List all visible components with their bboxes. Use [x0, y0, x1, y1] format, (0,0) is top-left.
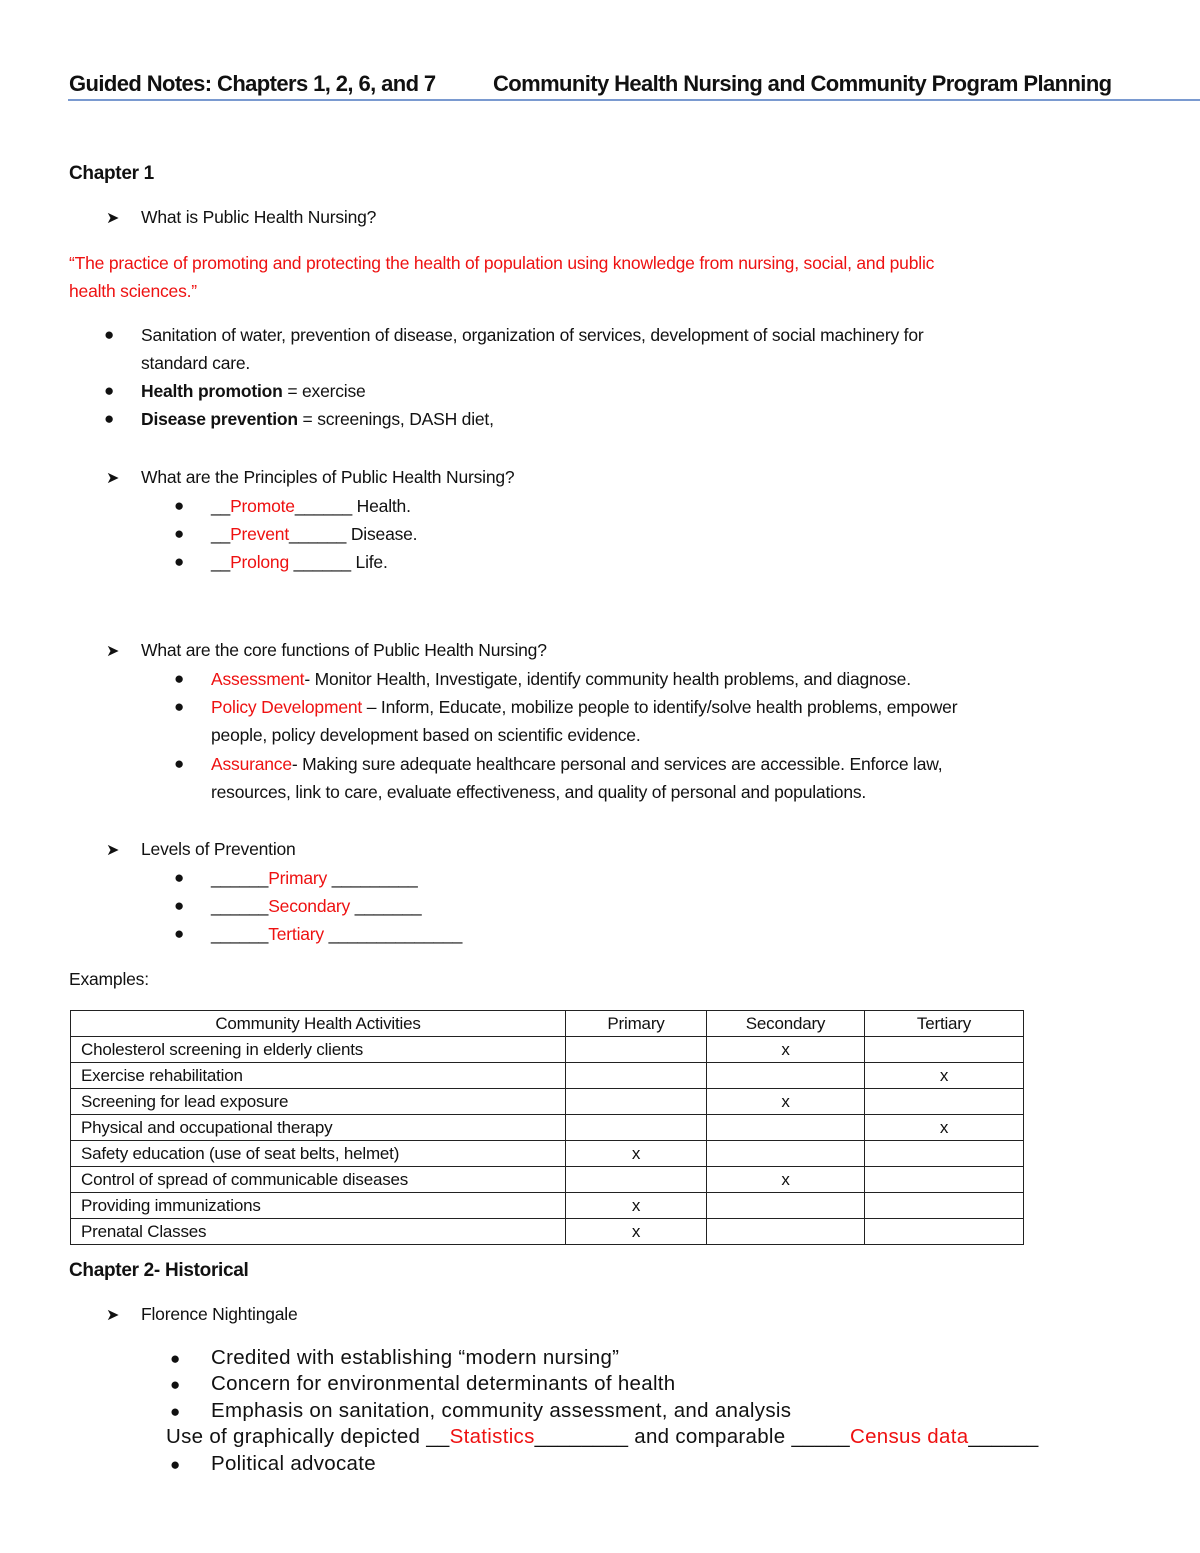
examples-label: Examples: — [69, 969, 149, 989]
assurance-detail: - Making sure adequate healthcare personal and services are accessible. Enforce law, — [291, 754, 943, 774]
bullet-icon: ● — [174, 924, 185, 943]
table-row — [71, 1089, 1024, 1115]
activity-cell: Screening for lead exposure — [71, 1089, 566, 1115]
table-row — [71, 1141, 1024, 1167]
primary-cell: x — [566, 1141, 707, 1167]
chapter-1-heading: Chapter 1 — [69, 163, 154, 184]
arrow-bullet-icon: ➤ — [106, 1307, 120, 1324]
header-rule — [68, 99, 1200, 101]
bullet-health-promotion — [141, 381, 366, 402]
tertiary-cell: x — [865, 1063, 1024, 1089]
table-header-row — [71, 1011, 1024, 1037]
bullet-icon: ● — [104, 325, 115, 344]
nightingale-bullet-2: Concern for environmental determinants of health — [211, 1372, 676, 1395]
core-function-policy-line2: people, policy development based on scientific evidence. — [211, 725, 641, 745]
tertiary-cell — [865, 1037, 1024, 1063]
chapter-2-heading: Chapter 2- Historical — [69, 1260, 249, 1281]
arrow-bullet-icon: ➤ — [106, 210, 120, 227]
tertiary-cell — [865, 1193, 1024, 1219]
bullet-icon: ● — [174, 697, 185, 716]
table-row — [71, 1063, 1024, 1089]
bullet-icon: ● — [174, 496, 185, 515]
activity-cell: Providing immunizations — [71, 1193, 566, 1219]
bullet-icon: ● — [170, 1455, 181, 1474]
secondary-cell: x — [707, 1167, 865, 1193]
activity-cell: Control of spread of communicable diseases — [71, 1167, 566, 1193]
activity-cell: Cholesterol screening in elderly clients — [71, 1037, 566, 1063]
topic-florence-nightingale: Florence Nightingale — [141, 1304, 298, 1324]
table-row — [71, 1219, 1024, 1245]
bullet-icon: ● — [104, 409, 115, 428]
definition-line-2: health sciences.” — [69, 281, 197, 301]
answer-primary: Primary — [268, 868, 332, 888]
bullet-icon: ● — [170, 1349, 181, 1368]
bullet-icon: ● — [174, 524, 185, 543]
activity-cell: Prenatal Classes — [71, 1219, 566, 1245]
health-promotion-detail: = exercise — [282, 381, 366, 401]
use-line-prefix: Use of graphically depicted __ — [166, 1425, 450, 1448]
column-header-tertiary: Tertiary — [865, 1011, 1024, 1037]
use-line-middle: ________ and comparable _____ — [534, 1425, 850, 1448]
core-function-assessment — [211, 669, 911, 690]
term-policy-development: Policy Development — [211, 697, 367, 717]
answer-prolong: Prolong — [230, 552, 294, 572]
statistics-census-line — [166, 1425, 1039, 1449]
blank: __ — [211, 524, 231, 544]
use-line-suffix: ______ — [968, 1425, 1039, 1448]
primary-cell — [566, 1167, 707, 1193]
table-row — [71, 1115, 1024, 1141]
assessment-detail: - Monitor Health, Investigate, identify community health problems, and diagnose. — [304, 669, 911, 689]
secondary-cell: x — [707, 1037, 865, 1063]
primary-cell — [566, 1115, 707, 1141]
blank-suffix: ______ Life. — [293, 552, 388, 572]
secondary-cell — [707, 1063, 865, 1089]
tertiary-cell — [865, 1141, 1024, 1167]
activity-cell: Safety education (use of seat belts, helmet) — [71, 1141, 566, 1167]
tertiary-cell — [865, 1219, 1024, 1245]
principle-prolong — [211, 552, 388, 573]
blank: ______ — [211, 924, 269, 944]
core-function-assurance — [211, 754, 942, 775]
blank-suffix: ______ Disease. — [289, 524, 418, 544]
answer-statistics: Statistics — [449, 1425, 535, 1448]
activity-cell: Physical and occupational therapy — [71, 1115, 566, 1141]
tertiary-cell — [865, 1167, 1024, 1193]
prevention-examples-table — [70, 1010, 1024, 1245]
document-header-left: Guided Notes: Chapters 1, 2, 6, and 7 — [69, 71, 436, 96]
primary-cell: x — [566, 1219, 707, 1245]
blank: __ — [211, 496, 231, 516]
table-row — [71, 1193, 1024, 1219]
term-disease-prevention: Disease prevention — [141, 409, 298, 429]
bullet-icon: ● — [174, 754, 185, 773]
arrow-bullet-icon: ➤ — [106, 842, 120, 859]
bullet-icon: ● — [174, 552, 185, 571]
blank-suffix: ______________ — [328, 924, 463, 944]
principle-promote — [211, 496, 411, 517]
primary-cell — [566, 1037, 707, 1063]
bullet-icon: ● — [104, 381, 115, 400]
bullet-sanitation-line1: Sanitation of water, prevention of disease, organization of services, development of social machinery for — [141, 325, 924, 345]
primary-cell — [566, 1063, 707, 1089]
arrow-bullet-icon: ➤ — [106, 470, 120, 487]
bullet-disease-prevention — [141, 409, 494, 430]
principle-prevent — [211, 524, 417, 545]
answer-tertiary: Tertiary — [268, 924, 329, 944]
tertiary-cell — [865, 1089, 1024, 1115]
core-function-assurance-line2: resources, link to care, evaluate effectiveness, and quality of personal and populations. — [211, 782, 867, 802]
activity-cell: Exercise rehabilitation — [71, 1063, 566, 1089]
question-what-is-phn: What is Public Health Nursing? — [141, 207, 377, 227]
blank-suffix: _______ — [354, 896, 422, 916]
bullet-sanitation-line2: standard care. — [141, 353, 251, 373]
primary-cell: x — [566, 1193, 707, 1219]
document-header-right: Community Health Nursing and Community Program Planning — [493, 71, 1112, 96]
bullet-icon: ● — [170, 1402, 181, 1421]
core-function-policy — [211, 697, 957, 718]
nightingale-bullet-3: Emphasis on sanitation, community assessment, and analysis — [211, 1399, 792, 1422]
term-assessment: Assessment — [211, 669, 305, 689]
primary-cell — [566, 1089, 707, 1115]
arrow-bullet-icon: ➤ — [106, 643, 120, 660]
column-header-secondary: Secondary — [707, 1011, 865, 1037]
secondary-cell — [707, 1219, 865, 1245]
question-core-functions: What are the core functions of Public Health Nursing? — [141, 640, 547, 660]
term-health-promotion: Health promotion — [141, 381, 283, 401]
bullet-icon: ● — [174, 896, 185, 915]
blank: ______ — [211, 896, 269, 916]
level-secondary — [211, 896, 421, 917]
bullet-icon: ● — [174, 669, 185, 688]
blank-suffix: _________ — [331, 868, 418, 888]
blank: __ — [211, 552, 231, 572]
answer-prevent: Prevent — [230, 524, 289, 544]
table-row — [71, 1037, 1024, 1063]
secondary-cell: x — [707, 1089, 865, 1115]
secondary-cell — [707, 1141, 865, 1167]
definition-line-1: “The practice of promoting and protecting the health of population using knowledge from nursing, social, and public — [69, 253, 935, 273]
secondary-cell — [707, 1193, 865, 1219]
nightingale-bullet-1: Credited with establishing “modern nursing” — [211, 1346, 620, 1369]
question-principles: What are the Principles of Public Health Nursing? — [141, 467, 515, 487]
bullet-icon: ● — [170, 1375, 181, 1394]
answer-secondary: Secondary — [268, 896, 355, 916]
policy-detail: – Inform, Educate, mobilize people to identify/solve health problems, empower — [366, 697, 958, 717]
disease-prevention-detail: = screenings, DASH diet, — [297, 409, 494, 429]
blank: ______ — [211, 868, 269, 888]
tertiary-cell: x — [865, 1115, 1024, 1141]
table-row — [71, 1167, 1024, 1193]
column-header-primary: Primary — [566, 1011, 707, 1037]
answer-promote: Promote — [230, 496, 295, 516]
level-tertiary — [211, 924, 462, 945]
column-header-activities: Community Health Activities — [71, 1011, 566, 1037]
term-assurance: Assurance — [211, 754, 292, 774]
secondary-cell — [707, 1115, 865, 1141]
question-levels: Levels of Prevention — [141, 839, 296, 859]
level-primary — [211, 868, 418, 889]
bullet-icon: ● — [174, 868, 185, 887]
answer-census-data: Census data — [850, 1425, 969, 1448]
blank-suffix: ______ Health. — [294, 496, 411, 516]
nightingale-bullet-political: Political advocate — [211, 1452, 376, 1475]
